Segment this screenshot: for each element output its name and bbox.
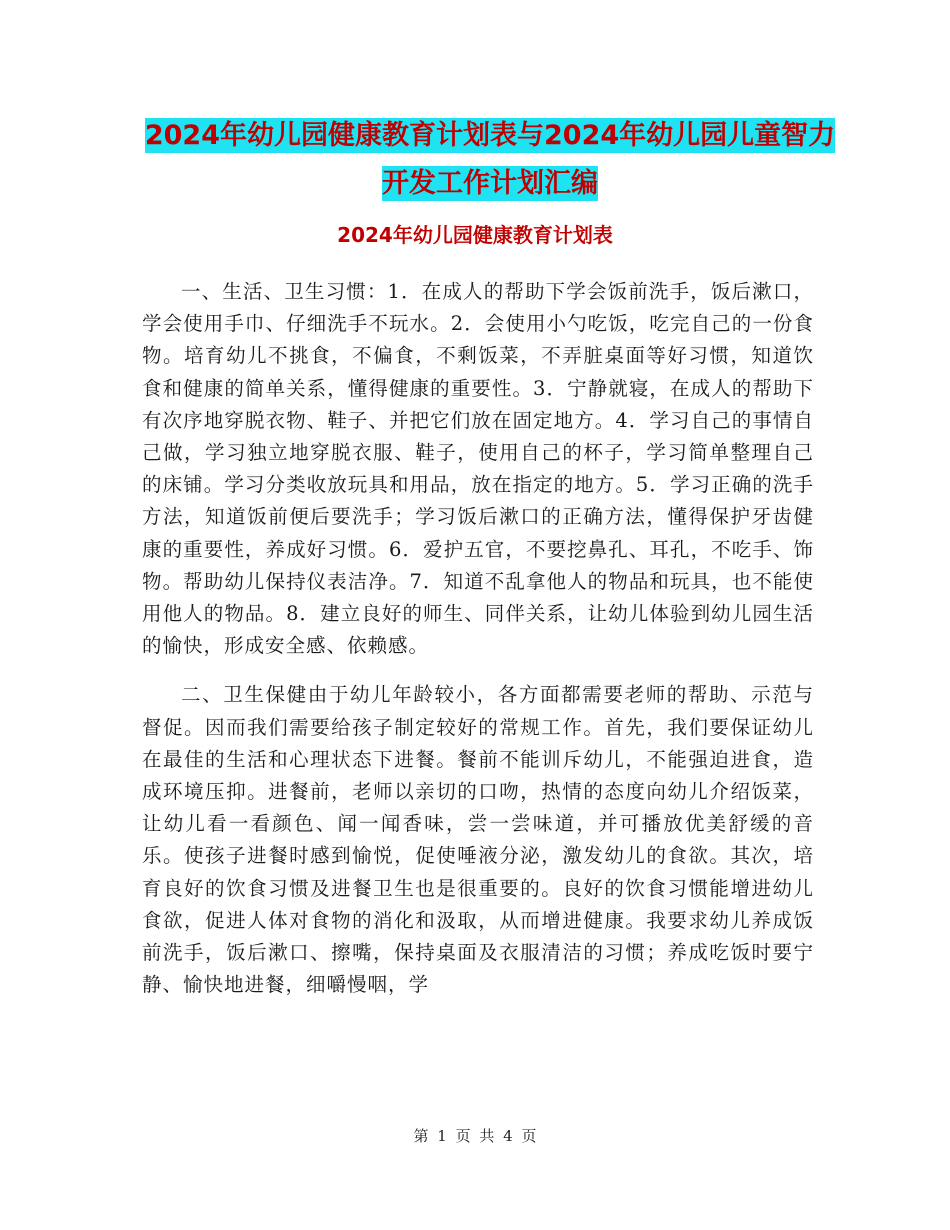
- page-footer: 第 1 页 共 4 页: [413, 1127, 537, 1145]
- document-body: [142, 276, 814, 1001]
- paragraph-hygiene-habits: 一、生活、卫生习惯：1．在成人的帮助下学会饭前洗手，饭后漱口，学会使用手巾、仔细洗手不玩水。2．会使用小勺吃饭，吃完自己的一份食物。培育幼儿不挑食，不偏食，不剩饭菜，不弄脏桌面等好习惯，知道饮食和健康的简单关系，懂得健康的重要性。3．宁静就寝，在成人的帮助下有次序地穿脱衣物、鞋子、并把它们放在固定地方。4．学习自己的事情自己做，学习独立地穿脱衣服、鞋子，使用自己的杯子，学习简单整理自己的床铺。学习分类收放玩具和用品，放在指定的地方。5．学习正确的洗手方法，知道饭前便后要洗手；学习饭后漱口的正确方法，懂得保护牙齿健康的重要性，养成好习惯。6．爱护五官，不要挖鼻孔、耳孔，不吃手、饰物。帮助幼儿保持仪表洁净。7．知道不乱拿他人的物品和玩具，也不能使用他人的物品。8．建立良好的师生、同伴关系，让幼儿体验到幼儿园生活的愉快，形成安全感、依赖感。: [142, 280, 814, 658]
- paragraph-health-care: 二、卫生保健由于幼儿年龄较小，各方面都需要老师的帮助、示范与督促。因而我们需要给孩子制定较好的常规工作。首先，我们要保证幼儿在最佳的生活和心理状态下进餐。餐前不能训斥幼儿，不能强迫进食，造成环境压抑。进餐前，老师以亲切的口吻，热情的态度向幼儿介绍饭菜，让幼儿看一看颜色、闻一闻香味，尝一尝味道，并可播放优美舒缓的音乐。使孩子进餐时感到愉悦，促使唾液分泌，激发幼儿的食欲。其次，培育良好的饮食习惯及进餐卫生也是很重要的。良好的饮食习惯能增进幼儿食欲，促进人体对食物的消化和汲取，从而增进健康。我要求幼儿养成饭前洗手，饭后漱口、擦嘴，保持桌面及衣服清洁的习惯；养成吃饭时要宁静、愉快地进餐，细嚼慢咽，学: [142, 683, 814, 997]
- document-title: [140, 112, 840, 208]
- section-title: 2024年幼儿园健康教育计划表: [337, 223, 613, 247]
- document-title-text: 2024年幼儿园健康教育计划表与2024年幼儿园儿童智力开发工作计划汇编: [144, 120, 836, 199]
